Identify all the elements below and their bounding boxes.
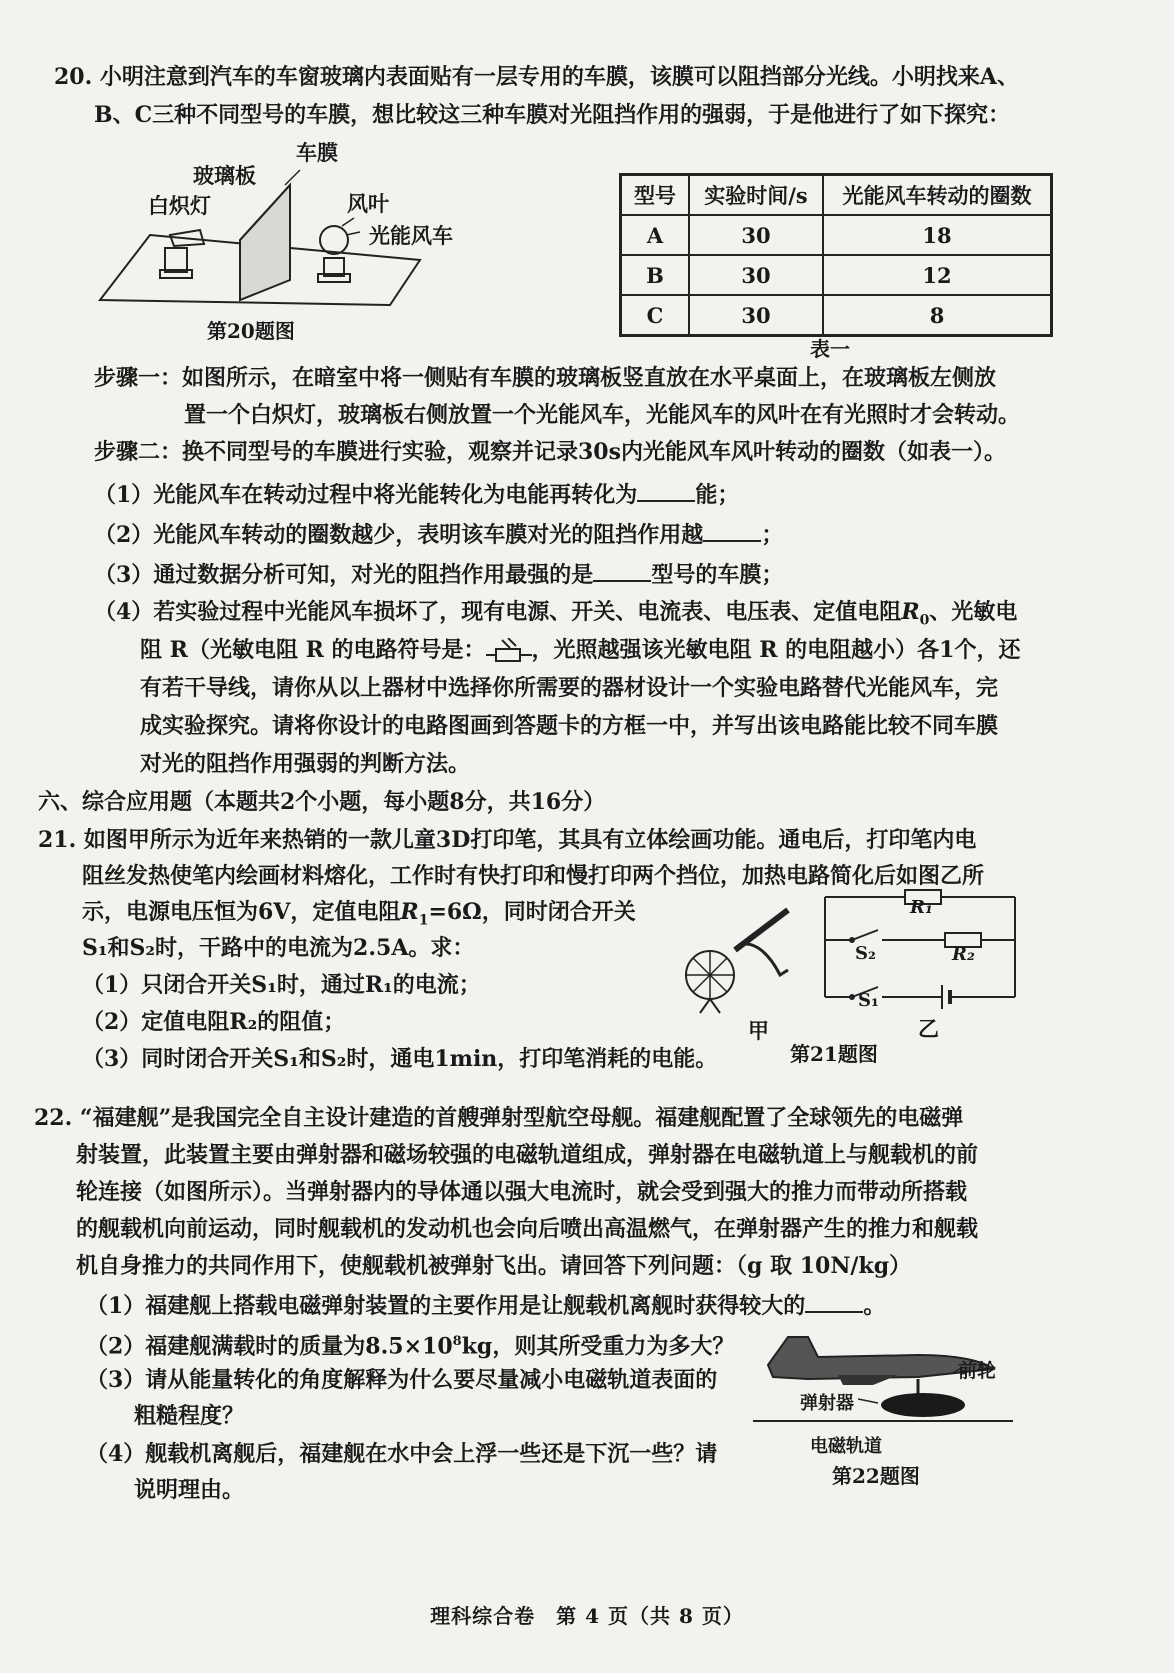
table-header-row (621, 175, 1052, 216)
table-cell: 12 (823, 255, 1052, 295)
q20-sub4b-text2: ，光照越强该光敏电阻 R 的电阻越小）各1个，还 (531, 637, 1021, 663)
circuit-label-r1: R₁ (910, 897, 933, 918)
q20-sub1-tail: 能； (695, 482, 740, 508)
q20-sub3-tail: 型号的车膜； (651, 562, 784, 588)
q22-sub3-b: 粗糙程度？ (134, 1403, 245, 1429)
table-cell: A (621, 215, 690, 255)
q22-sub1-text: （1）福建舰上搭载电磁弹射装置的主要作用是让舰载机离舰时获得较大的 (86, 1293, 806, 1319)
table-cell: 30 (689, 255, 823, 295)
q20-sub4-d: 成实验探究。请将你设计的电路图画到答题卡的方框一中，并写出该电路能比较不同车膜 (140, 713, 999, 739)
q21-pen-figure (680, 905, 800, 1015)
q22-line4: 的舰载机向前运动，同时舰载机的发动机也会向后喷出高温燃气，在弹射器产生的推力和舰载 (76, 1216, 979, 1242)
q20-sub4-text: （4）若实验过程中光能风车损坏了，现有电源、开关、电流表、电压表、定值电阻 (94, 599, 902, 625)
table-cell: B (621, 255, 690, 295)
table-header-cell: 型号 (621, 175, 690, 216)
r0-symbol: R (901, 599, 920, 625)
q20-sub1-text: （1）光能风车在转动过程中将光能转化为电能再转化为 (94, 482, 638, 508)
q21-line3 (82, 897, 636, 935)
q20-sub4-text2: 、光敏电 (929, 599, 1018, 625)
q20-sub1 (94, 478, 739, 510)
table-header-cell: 实验时间/s (689, 175, 823, 216)
q20-figure-caption: 第20题图 (207, 319, 295, 343)
q21-line2: 阻丝发热使笔内绘画材料熔化，工作时有快打印和慢打印两个挡位，加热电路简化后如图乙所 (82, 863, 985, 889)
r0-subscript: 0 (919, 612, 930, 629)
q22-line2: 射装置，此装置主要由弹射器和磁场较强的电磁轨道组成，弹射器在电磁轨道上与舰载机的前 (76, 1142, 979, 1168)
q20-label-film: 车膜 (296, 140, 338, 165)
table-cell: C (621, 295, 690, 336)
r1-subscript: 1 (418, 912, 429, 929)
q20-sub4b-text: 阻 R（光敏电阻 R 的电路符号是： (140, 637, 486, 663)
q20-label-lamp: 白炽灯 (148, 193, 211, 218)
table-cell: 8 (823, 295, 1052, 336)
circuit-label-s1: S₁ (858, 990, 879, 1011)
q20-table (619, 173, 1053, 337)
table-cell: 30 (689, 215, 823, 255)
q20-sub2-text: （2）光能风车转动的圈数越少，表明该车膜对光的阻挡作用越 (94, 522, 704, 548)
page-footer: 理科综合卷 第 4 页（共 8 页） (430, 1604, 744, 1628)
q21-sub3: （3）同时闭合开关S₁和S₂时，通电1min，打印笔消耗的电能。 (82, 1046, 718, 1072)
q20-sub4-e: 对光的阻挡作用强弱的判断方法。 (140, 751, 471, 777)
q21-line1: 21. 如图甲所示为近年来热销的一款儿童3D打印笔，其具有立体绘画功能。通电后，打印笔内电 (38, 827, 977, 853)
q20-sub3-text: （3）通过数据分析可知，对光的阻挡作用最强的是 (94, 562, 594, 588)
q20-sub4-b (140, 635, 1020, 665)
q20-label-windmill: 光能风车 (369, 223, 453, 248)
answer-blank (703, 518, 761, 542)
q22-sub4-a: （4）舰载机离舰后，福建舰在水中会上浮一些还是下沉一些？请 (86, 1441, 718, 1467)
q21-sub1: （1）只闭合开关S₁时，通过R₁的电流； (82, 972, 481, 998)
q22-line5: 机自身推力的共同作用下，使舰载机被弹射飞出。请回答下列问题：（g 取 10N/kg） (76, 1253, 912, 1279)
q20-label-glass: 玻璃板 (193, 163, 256, 188)
q22-sub2-text: （2）福建舰满载时的质量为8.5×10 (86, 1333, 453, 1360)
q20-sub2-tail: ； (761, 522, 784, 548)
circuit-label-s2: S₂ (855, 943, 876, 964)
q22-label-track: 电磁轨道 (810, 1436, 882, 1457)
table-row (621, 255, 1052, 295)
q22-figure (748, 1325, 1018, 1450)
q22-sub2-exponent: 8 (452, 1334, 462, 1349)
q22-sub4-b: 说明理由。 (134, 1477, 245, 1503)
q20-line1: 20. 小明注意到汽车的车窗玻璃内表面贴有一层专用的车膜，该膜可以阻挡部分光线。小明找来A、 (54, 64, 1020, 90)
q20-step2: 步骤二：换不同型号的车膜进行实验，观察并记录30s内光能风车风叶转动的圈数（如表一）。 (94, 439, 1007, 465)
q20-sub3 (94, 558, 783, 590)
circuit-label-r2: R₂ (952, 944, 975, 965)
answer-blank (805, 1289, 863, 1313)
section6-heading: 六、综合应用题（本题共2个小题，每小题8分，共16分） (38, 789, 606, 815)
q21-line4: S₁和S₂时，干路中的电流为2.5A。求： (82, 935, 475, 961)
answer-blank (637, 478, 695, 502)
q20-table-caption: 表一 (810, 337, 850, 361)
q22-sub1 (86, 1289, 885, 1321)
q20-label-blade: 风叶 (347, 191, 389, 216)
q22-line3: 轮连接（如图所示）。当弹射器内的导体通以强大电流时，就会受到强大的推力而带动所搭载 (76, 1179, 968, 1205)
q21-sub2: （2）定值电阻R₂的阻值； (82, 1009, 346, 1035)
answer-blank (593, 558, 651, 582)
q20-sub4-a (94, 597, 1017, 635)
q22-sub2 (86, 1327, 734, 1361)
q21-line3-text: 示，电源电压恒为6V，定值电阻 (82, 899, 401, 925)
table-row (621, 215, 1052, 255)
q20-step1-b: 置一个白炽灯，玻璃板右侧放置一个光能风车，光能风车的风叶在有光照时才会转动。 (184, 402, 1021, 428)
q21-label-yi: 乙 (918, 1016, 939, 1041)
q22-label-front-wheel: 前轮 (958, 1360, 997, 1382)
q20-step1-a: 步骤一：如图所示，在暗室中将一侧贴有车膜的玻璃板竖直放在水平桌面上，在玻璃板左侧放 (94, 365, 997, 391)
photoresistor-symbol-icon (486, 638, 532, 664)
q20-sub4-c: 有若干导线，请你从以上器材中选择你所需要的器材设计一个实验电路替代光能风车，完 (140, 675, 999, 701)
q22-line1: 22. “福建舰”是我国完全自主设计建造的首艘弹射型航空母舰。福建舰配置了全球领先的电磁弹 (34, 1105, 964, 1131)
q22-sub2-text2: kg，则其所受重力为多大？ (461, 1333, 735, 1360)
q21-line3-text2: =6Ω，同时闭合开关 (428, 899, 636, 925)
table-row (621, 295, 1052, 336)
q20-line2: B、C三种不同型号的车膜，想比较这三种车膜对光阻挡作用的强弱，于是他进行了如下探究： (94, 102, 1011, 128)
q22-sub1-tail: 。 (863, 1293, 886, 1319)
table-cell: 18 (823, 215, 1052, 255)
table-cell: 30 (689, 295, 823, 336)
table-header-cell: 光能风车转动的圈数 (823, 175, 1052, 216)
r1-symbol: R (400, 899, 419, 925)
q22-label-catapult: 弹射器 (800, 1393, 854, 1414)
q22-sub3-a: （3）请从能量转化的角度解释为什么要尽量减小电磁轨道表面的 (86, 1367, 718, 1393)
q22-figure-caption: 第22题图 (832, 1464, 920, 1488)
q21-figure-caption: 第21题图 (790, 1042, 878, 1066)
q21-label-jia: 甲 (748, 1018, 769, 1043)
q20-sub2 (94, 518, 783, 550)
